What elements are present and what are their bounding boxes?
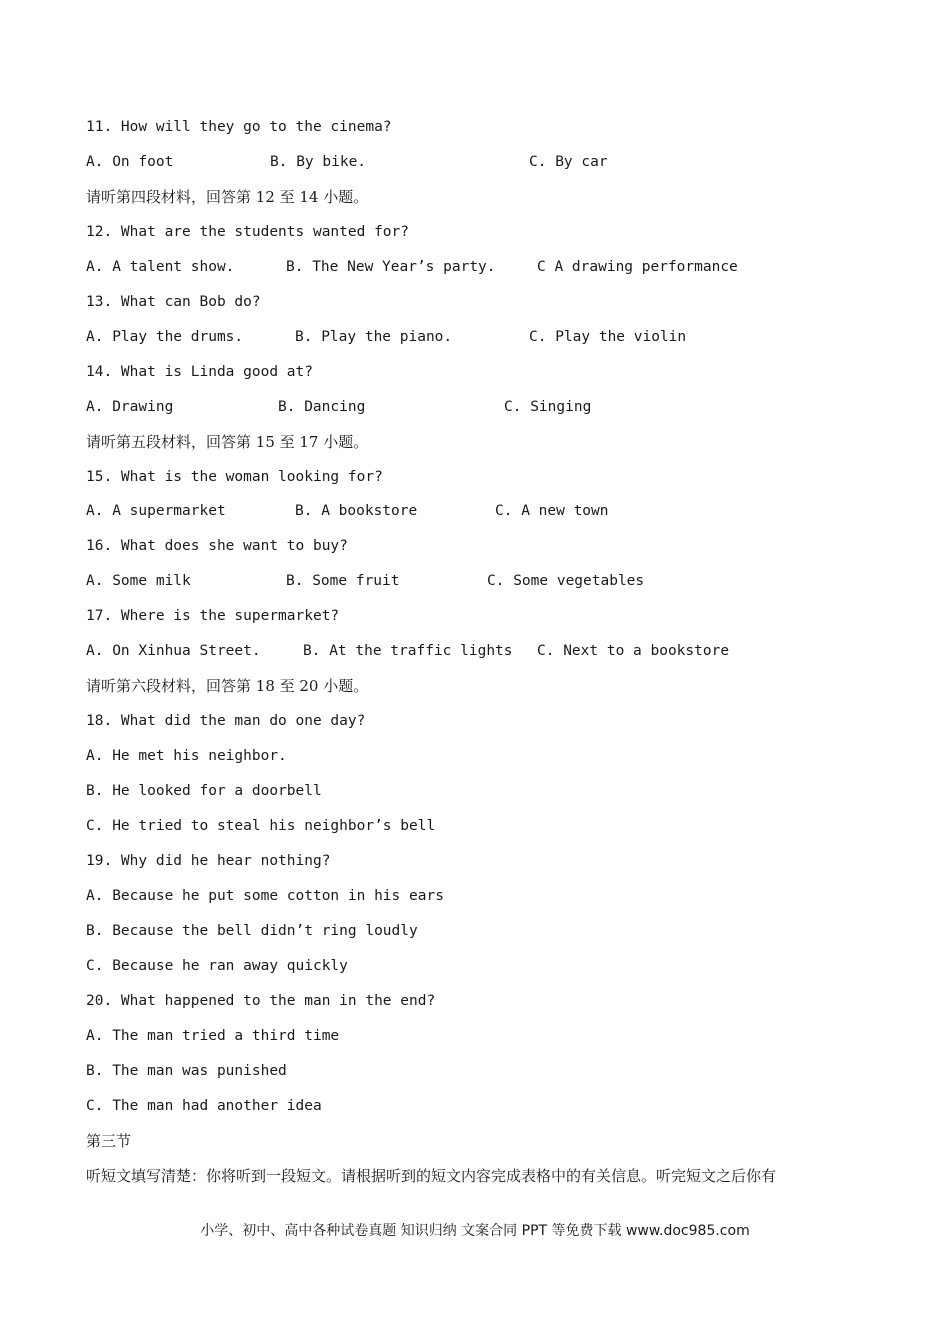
question-text: 14. What is Linda good at? (86, 363, 313, 380)
question-text: 18. What did the man do one day? (86, 713, 366, 730)
option-a: A. Drawing (86, 398, 174, 415)
option-line: A. Because he put some cotton in his ears (86, 887, 444, 904)
question-text: 15. What is the woman looking for? (86, 468, 383, 485)
footer-text: 小学、初中、高中各种试卷真题 知识归纳 文案合同 PPT 等免费下载 www.doc985.com (200, 1223, 750, 1239)
option-c: C A drawing performance (537, 258, 738, 275)
option-b: B. At the traffic lights (303, 643, 513, 660)
option-line: B. Because the bell didn’t ring loudly (86, 922, 418, 939)
section-heading: 第三节 (86, 1131, 132, 1150)
option-a: A. A supermarket (86, 503, 226, 520)
option-b: B. Some fruit (286, 573, 400, 590)
option-c: C. A new town (495, 503, 609, 520)
option-b: B. Play the piano. (295, 328, 453, 345)
option-line: C. Because he ran away quickly (86, 957, 348, 974)
option-line: B. The man was punished (86, 1062, 287, 1079)
option-b: B. Dancing (278, 398, 366, 415)
option-line: B. He looked for a doorbell (86, 783, 322, 800)
question-text: 13. What can Bob do? (86, 293, 261, 310)
option-a: A. Play the drums. (86, 328, 244, 345)
option-c: C. Singing (504, 398, 592, 415)
option-a: A. A talent show. (86, 258, 235, 275)
option-b: B. The New Year’s party. (286, 258, 496, 275)
option-line: A. The man tried a third time (86, 1027, 340, 1044)
section-heading: 请听第五段材料，回答第 15 至 17 小题。 (86, 432, 369, 451)
section-heading: 请听第四段材料，回答第 12 至 14 小题。 (86, 187, 369, 206)
question-text: 11. How will they go to the cinema? (86, 119, 392, 135)
option-a: A. On foot (86, 153, 174, 170)
option-b: B. A bookstore (295, 503, 418, 520)
question-text: 20. What happened to the man in the end? (86, 992, 436, 1009)
option-c: C. Some vegetables (487, 573, 645, 590)
option-line: C. He tried to steal his neighbor’s bell (86, 818, 436, 834)
option-a: A. Some milk (86, 573, 191, 590)
question-text: 17. Where is the supermarket? (86, 608, 340, 625)
question-text: 16. What does she want to buy? (86, 538, 348, 555)
option-line: C. The man had another idea (86, 1097, 322, 1114)
option-line: A. He met his neighbor. (86, 748, 287, 765)
section-heading: 听短文填写清楚：你将听到一段短文。请根据听到的短文内容完成表格中的有关信息。听完短文之后你有 (86, 1166, 777, 1185)
option-c: C. Next to a bookstore (537, 643, 730, 660)
option-b: B. By bike. (270, 153, 367, 170)
option-a: A. On Xinhua Street. (86, 643, 261, 660)
option-c: C. By car (529, 153, 608, 170)
section-heading: 请听第六段材料，回答第 18 至 20 小题。 (86, 677, 369, 696)
question-text: 19. Why did he hear nothing? (86, 852, 331, 869)
option-c: C. Play the violin (529, 328, 687, 345)
question-text: 12. What are the students wanted for? (86, 223, 410, 240)
